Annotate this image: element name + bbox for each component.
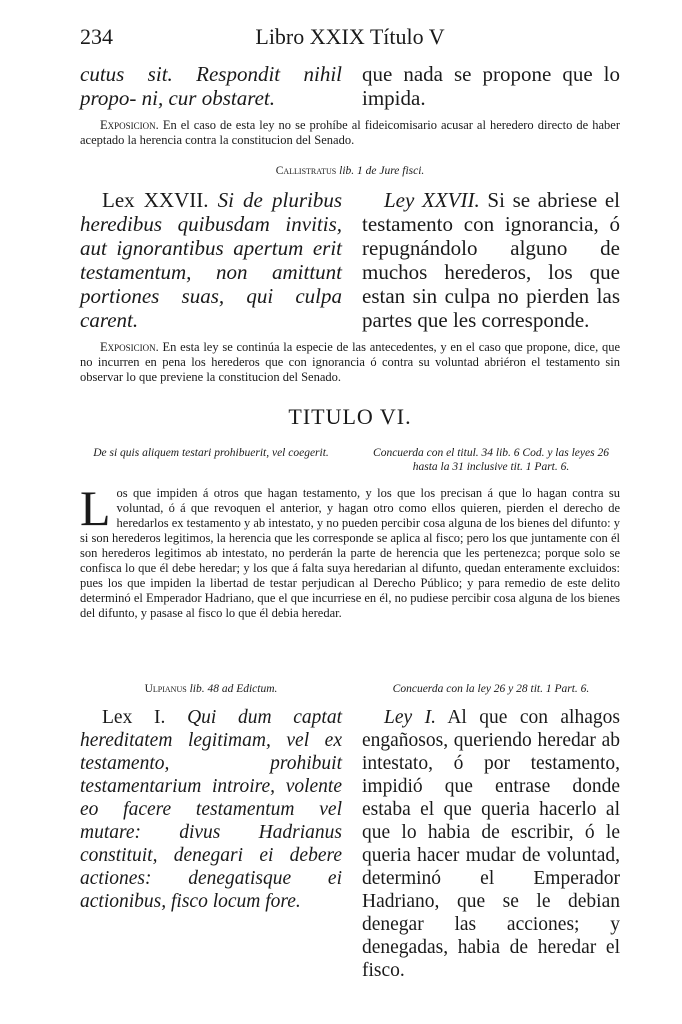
page-number: 234 [80, 24, 113, 49]
source-ref: lib. 1 de Jure fisci. [339, 165, 425, 177]
titulo-heading: TITULO VI. [288, 404, 412, 429]
drop-cap: L [80, 480, 111, 536]
exposicion-1 [80, 118, 620, 148]
source-ref: lib. 48 ad Edictum. [189, 683, 278, 695]
spanish-continuation: que nada se propone que lo impida. [362, 62, 620, 110]
lex-label: Lex XXVII. [102, 188, 209, 212]
lex-label: Lex I. [102, 707, 166, 728]
exposicion-text: En esta ley se continúa la especie de las antecedentes, y en el caso que propone, dice, que no incurren en pena los herederos que con ignorancia ó contra su voluntad abriéron el testamento sin observar lo que previene la constitucion del Senado. [80, 340, 620, 384]
source-ulpianus [80, 682, 342, 696]
ley-1-spanish [362, 706, 620, 982]
titulo-subtitle-latin: De si quis aliquem testari prohibuerit, vel coegerit. [93, 447, 329, 459]
ley-label: Ley I. [384, 707, 436, 728]
ley-27-spanish [362, 188, 620, 332]
exposicion-text: En el caso de esta ley no se prohíbe al fideicomisario acusar al heredero directo de haber aceptado la herencia contra la constitucion del Senado. [80, 118, 621, 147]
running-head: Libro XXIX Título V [255, 24, 445, 49]
latin-continuation: cutus sit. Respondit nihil propo- ni, cur obstaret. [80, 62, 342, 110]
titulo-intro [80, 480, 620, 621]
ley-text: Al que con alhagos engañosos, queriendo heredar ab intestato, ó por testamento, impidió que entrase donde estaba el que queria hacerlo al que lo habia de escribir, ó le queria hacer mudar de voluntad, determinó el Emperador Hadriano, que se le debian denegar las acciones; y denegadas, habia de heredar el fisco. [362, 707, 620, 981]
source-author: Callistratus [275, 165, 337, 177]
titulo-intro-text: os que impiden á otros que hagan testamento, y los que los precisan á que lo hagan contra su voluntad, ó á que revoquen el anterior, y hagan otro como ellos quieren, pierden el derecho de heredarlos ex testamento y ab intestato, y no pueden percibir cosa alguna de los bienes del difunto: y si son herederos legitimos, la herencia que les corresponde se aplica al fisco; pero los que juntamente con él son herederos legitimos ab intestato, no perderán la parte de herencia que les pertenezca; porque solo se confisca lo que él debe heredar; y los que á falta suya heredarian al difunto, quedan enteramente excluidos: pues los que impiden la libertad de testar perjudican al Derecho Público; y para remedio de este delito determinó el Emperador Hadriano, que el que incurriese en él, no pudiese percibir cosa alguna de los bienes del difunto, y pasase al fisco lo que él debia heredar. [80, 486, 620, 620]
exposicion-label: Exposicion. [100, 340, 159, 354]
lex-text: Si de pluribus heredibus quibusdam invitis, aut ignorantibus apertum erit testamentum, non amittunt portiones suas, qui culpa carent. [80, 188, 342, 332]
source-concordance: Concuerda con la ley 26 y 28 tit. 1 Part. 6. [392, 683, 590, 695]
page-header [80, 24, 620, 50]
source-author: Ulpianus [144, 683, 187, 695]
exposicion-label: Exposicion. [100, 118, 159, 132]
lex-27-latin [80, 188, 342, 332]
exposicion-2 [80, 340, 620, 385]
lex-1-latin [80, 706, 342, 913]
ley-label: Ley XXVII. [384, 188, 480, 212]
lex-text: Qui dum captat hereditatem legitimam, vel ex testamento, prohibuit testamentarium introire, volente eo facere testamentum vel mutare: divus Hadrianus constituit, denegari ei debere actiones: denegatisque ei actionibus, fisco locum fore. [80, 707, 343, 912]
source-callistratus [80, 164, 620, 178]
ley-text: Si se abriese el testamento con ignorancia, ó repugnándolo alguno de muchos herederos, los que estan sin culpa no pierden las partes que les corresponde. [362, 188, 621, 332]
titulo-concordance: Concuerda con el titul. 34 lib. 6 Cod. y las leyes 26 hasta la 31 inclusive tit. 1 Part. 6. [373, 447, 609, 473]
